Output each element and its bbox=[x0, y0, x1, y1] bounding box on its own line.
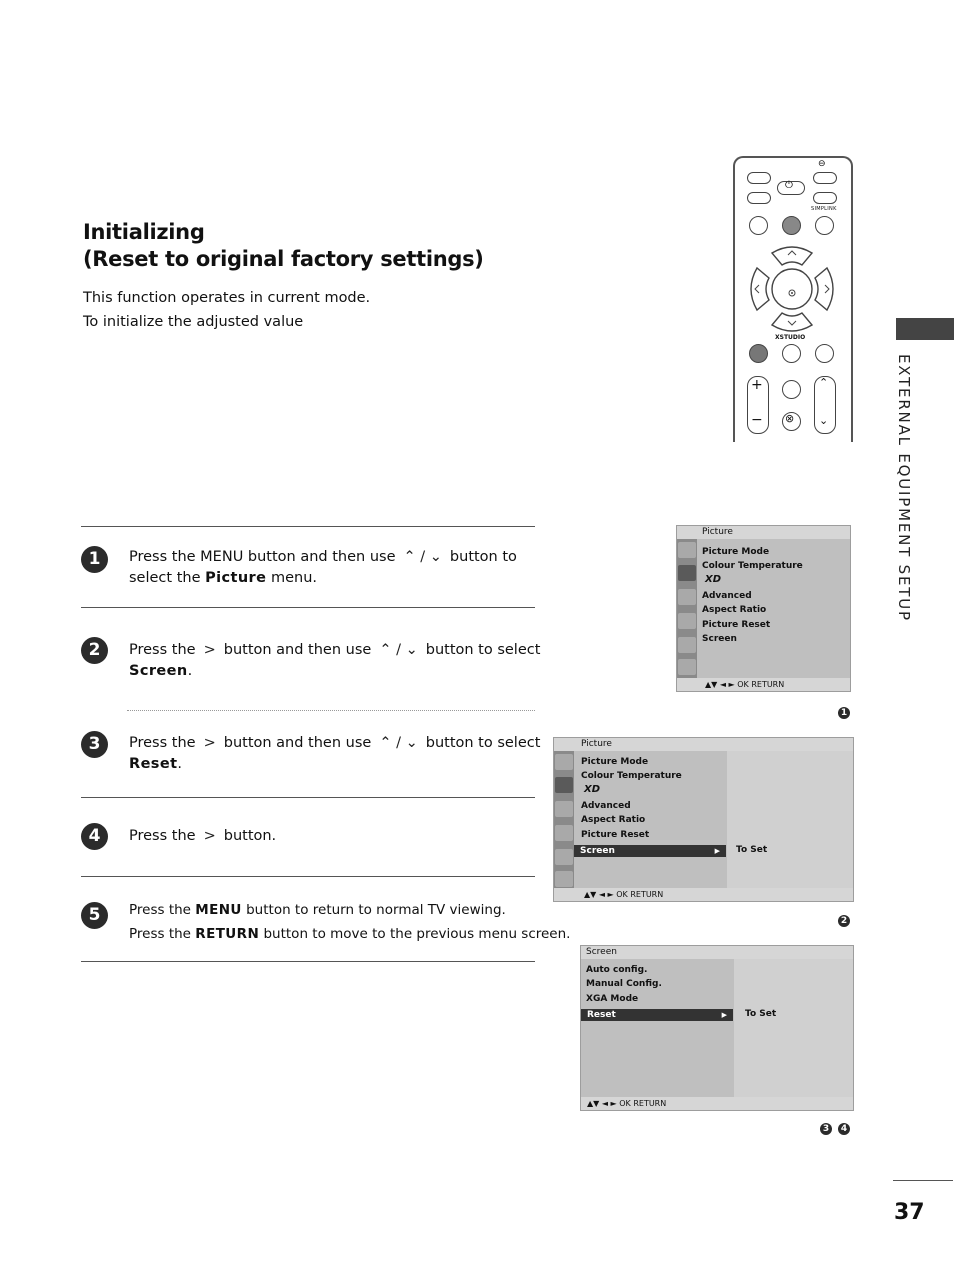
picture-icon bbox=[678, 542, 696, 558]
remote-button bbox=[782, 380, 801, 399]
menu-footer: ▲▼ ◄ ► OK RETURN bbox=[581, 1097, 853, 1110]
step-number-2: 2 bbox=[81, 637, 108, 664]
right-arrow-icon: > bbox=[203, 735, 216, 751]
menu-item-advanced: Advanced bbox=[702, 591, 752, 601]
menu-header: Picture bbox=[677, 526, 850, 539]
step-number-3: 3 bbox=[81, 731, 108, 758]
menu-item-picture-reset: Picture Reset bbox=[581, 830, 650, 840]
divider bbox=[81, 526, 535, 527]
remote-button bbox=[747, 192, 771, 204]
menu-screen-screen-reset bbox=[580, 945, 854, 1111]
menu-item-colour-temperature: Colour Temperature bbox=[581, 771, 682, 781]
remote-button bbox=[782, 216, 801, 235]
menu-item-auto-config: Auto config. bbox=[586, 965, 648, 975]
step-1-text: Press the MENU button and then use ⌃ / ⌄ button to select the Picture menu. bbox=[129, 549, 517, 586]
remote-button bbox=[815, 216, 834, 235]
menu-icon-column bbox=[677, 539, 697, 678]
right-arrow-icon: > bbox=[203, 642, 216, 658]
menu-item-xga-mode: XGA Mode bbox=[586, 994, 639, 1004]
remote-control-illustration bbox=[733, 156, 853, 442]
mute-icon: ⊗ bbox=[785, 412, 795, 425]
menu-item-manual-config: Manual Config. bbox=[586, 979, 662, 989]
menu-item-xd: XD bbox=[584, 784, 601, 795]
to-set-label: To Set bbox=[736, 845, 768, 855]
menu-screen-picture bbox=[676, 525, 851, 692]
menu-item-screen: Screen bbox=[702, 634, 737, 644]
title-line-1: Initializing bbox=[83, 220, 205, 244]
usb-icon bbox=[555, 871, 573, 887]
step-number-5: 5 bbox=[81, 902, 108, 929]
lock-icon bbox=[555, 849, 573, 865]
picture-icon bbox=[555, 754, 573, 770]
remote-button bbox=[749, 216, 768, 235]
divider bbox=[81, 876, 535, 877]
screen-icon bbox=[555, 777, 573, 793]
menu-item-reset-selected: Reset ▶ bbox=[581, 1009, 733, 1021]
step-number-1: 1 bbox=[81, 546, 108, 573]
usb-icon bbox=[678, 659, 696, 675]
menu-footer: ▲▼ ◄ ► OK RETURN bbox=[677, 678, 850, 691]
page-number-rule bbox=[893, 1180, 953, 1181]
menu-screen-picture-screen bbox=[553, 737, 854, 902]
step-4-text: Press the > button. bbox=[129, 826, 276, 847]
section-tab-marker bbox=[896, 318, 954, 340]
menu-item-aspect-ratio: Aspect Ratio bbox=[581, 815, 646, 825]
step-number-4: 4 bbox=[81, 823, 108, 850]
menu-item-advanced: Advanced bbox=[581, 801, 631, 811]
divider bbox=[81, 607, 535, 608]
submenu-panel bbox=[734, 959, 853, 1097]
remote-button bbox=[813, 192, 837, 204]
remote-button bbox=[749, 344, 768, 363]
menu-header: Picture bbox=[554, 738, 853, 751]
page-title bbox=[83, 219, 484, 273]
menu-item-picture-mode: Picture Mode bbox=[581, 757, 649, 767]
gear-icon bbox=[555, 801, 573, 817]
intro-line-1: This function operates in current mode. bbox=[83, 290, 371, 306]
clock-icon bbox=[555, 825, 573, 841]
input-button bbox=[813, 172, 837, 184]
menu-item-picture-reset: Picture Reset bbox=[702, 620, 771, 630]
menu-item-aspect-ratio: Aspect Ratio bbox=[702, 605, 767, 615]
up-down-icon: ⌃ / ⌄ bbox=[379, 642, 418, 658]
power-icon: ⏻ bbox=[785, 180, 793, 191]
input-icon: ⊖ bbox=[818, 159, 826, 169]
intro-line-2: To initialize the adjusted value bbox=[83, 314, 304, 330]
lock-icon bbox=[678, 637, 696, 653]
step-2-text: Press the > button and then use ⌃ / ⌄ button to select Screen. bbox=[129, 642, 541, 679]
navigation-pad bbox=[747, 243, 837, 335]
menu-footer: ▲▼ ◄ ► OK RETURN bbox=[554, 888, 853, 901]
menu-icon-column bbox=[554, 751, 574, 888]
menu-header: Screen bbox=[581, 946, 853, 959]
to-set-label: To Set bbox=[745, 1009, 777, 1019]
simplink-label: SIMPLINK bbox=[811, 206, 837, 212]
divider-dotted bbox=[127, 710, 535, 711]
play-arrow-icon: ▶ bbox=[721, 1011, 727, 1019]
menu-item-picture-mode: Picture Mode bbox=[702, 547, 770, 557]
play-arrow-icon: ▶ bbox=[714, 847, 720, 855]
screen-tag-3: 3 bbox=[820, 1123, 832, 1135]
menu-item-xd: XD bbox=[705, 574, 722, 585]
channel-down-icon: ⌄ bbox=[819, 414, 829, 427]
submenu-panel bbox=[727, 751, 853, 888]
step-3-text: Press the > button and then use ⌃ / ⌄ button to select Reset. bbox=[129, 735, 541, 772]
remote-button bbox=[782, 344, 801, 363]
gear-icon bbox=[678, 589, 696, 605]
right-arrow-icon: > bbox=[203, 828, 216, 844]
divider bbox=[81, 797, 535, 798]
screen-icon bbox=[678, 565, 696, 581]
section-label: EXTERNAL EQUIPMENT SETUP bbox=[895, 354, 913, 622]
channel-up-icon: ⌃ bbox=[819, 376, 829, 389]
remote-button bbox=[747, 172, 771, 184]
menu-item-colour-temperature: Colour Temperature bbox=[702, 561, 803, 571]
up-down-icon: ⌃ / ⌄ bbox=[379, 735, 418, 751]
page-number: 37 bbox=[894, 1200, 925, 1225]
menu-item-screen-selected: Screen ▶ bbox=[574, 845, 726, 857]
screen-tag-2: 2 bbox=[838, 915, 850, 927]
title-line-2: (Reset to original factory settings) bbox=[83, 247, 484, 271]
xstudio-label: XSTUDIO bbox=[775, 334, 806, 341]
screen-tag-1: 1 bbox=[838, 707, 850, 719]
clock-icon bbox=[678, 613, 696, 629]
divider bbox=[81, 961, 535, 962]
volume-up-icon: + bbox=[751, 377, 763, 393]
volume-down-icon: − bbox=[751, 412, 763, 428]
up-down-icon: ⌃ / ⌄ bbox=[403, 549, 442, 565]
remote-button bbox=[815, 344, 834, 363]
step-5-text: Press the MENU button to return to normal TV viewing. Press the RETURN button to move to the previous menu screen. bbox=[129, 902, 571, 942]
screen-tag-4: 4 bbox=[838, 1123, 850, 1135]
